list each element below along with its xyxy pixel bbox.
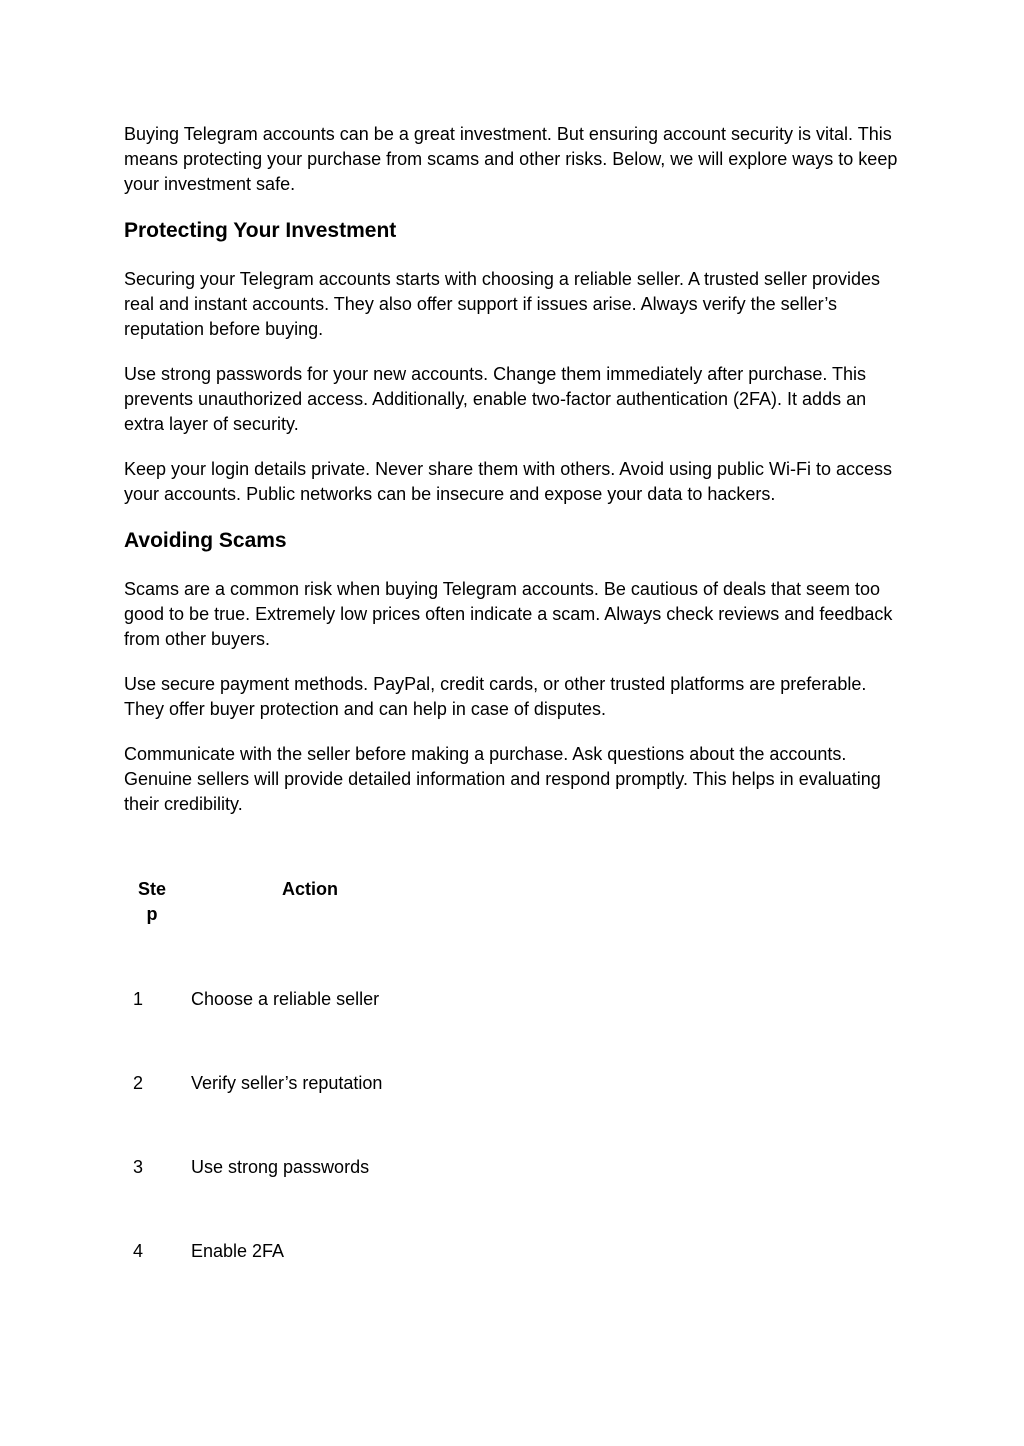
table-row [124, 1239, 624, 1264]
table-header-step: Step [137, 879, 166, 924]
document-body [124, 122, 899, 837]
section-heading-scams: Avoiding Scams [124, 529, 287, 552]
section-heading-protecting: Protecting Your Investment [124, 219, 397, 242]
intro-paragraph: Buying Telegram accounts can be a great investment. But ensuring account security is vital. This means protecting your purchase from scams and other risks. Below, we will explore ways to keep your investment safe. [124, 124, 898, 194]
paragraph: Securing your Telegram accounts starts with choosing a reliable seller. A trusted seller provides real and instant accounts. They also offer support if issues arise. Always verify the seller’s reputation before buying. [124, 269, 881, 339]
step-action: Enable 2FA [191, 1241, 285, 1261]
paragraph: Scams are a common risk when buying Telegram accounts. Be cautious of deals that seem too good to be true. Extremely low prices often indicate a scam. Always check reviews and feedback from other buyers. [124, 579, 893, 649]
paragraph: Communicate with the seller before making a purchase. Ask questions about the accounts. Genuine sellers will provide detailed information and respond promptly. This helps in evaluating their credibility. [124, 744, 881, 814]
step-number: 4 [133, 1241, 144, 1261]
paragraph: Keep your login details private. Never share them with others. Avoid using public Wi-Fi to access your accounts. Public networks can be insecure and expose your data to hackers. [124, 459, 893, 504]
step-action: Choose a reliable seller [191, 989, 380, 1009]
step-number: 3 [133, 1157, 144, 1177]
paragraph: Use secure payment methods. PayPal, credit cards, or other trusted platforms are preferable. They offer buyer protection and can help in case of disputes. [124, 674, 867, 719]
paragraph: Use strong passwords for your new accounts. Change them immediately after purchase. This prevents unauthorized access. Additionally, enable two-factor authentication (2FA). It adds an extra layer of security. [124, 364, 867, 434]
step-action: Use strong passwords [191, 1157, 370, 1177]
step-action: Verify seller’s reputation [191, 1073, 383, 1093]
table-row [124, 1071, 624, 1096]
table-row [124, 987, 624, 1012]
table-row [124, 1155, 624, 1180]
step-number: 2 [133, 1073, 144, 1093]
table-header-action: Action [282, 879, 338, 899]
step-number: 1 [133, 989, 144, 1009]
